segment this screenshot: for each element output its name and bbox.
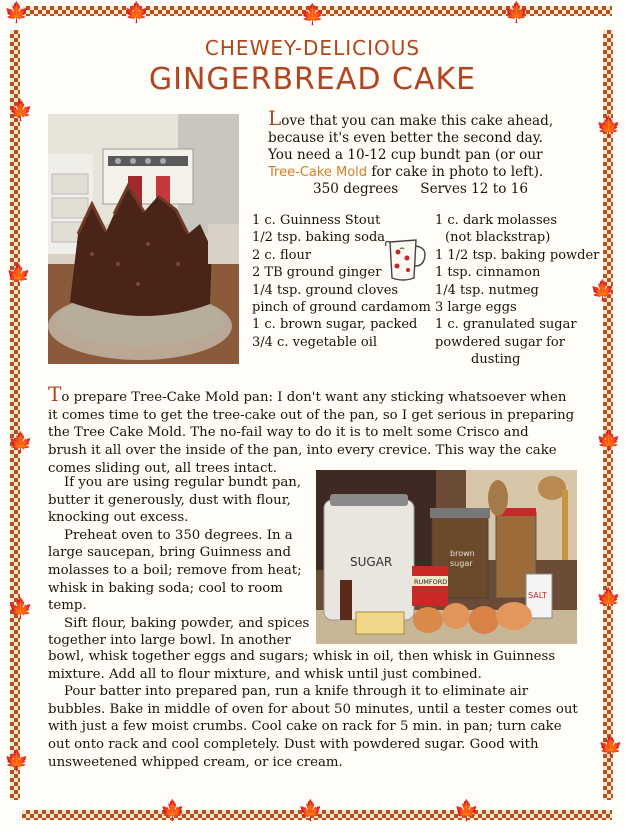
intro-line: ove that you can make this cake ahead,: [281, 113, 554, 129]
ingredient-item: 1/4 tsp. ground cloves: [252, 282, 399, 298]
maple-leaf-icon: 🍁: [590, 278, 615, 302]
sift-paragraph: Sift flour, baking powder, and spices together into large bowl. In another: [48, 615, 310, 649]
svg-text:RUMFORD: RUMFORD: [414, 578, 448, 586]
ingredients-photo: [316, 470, 577, 644]
servings: Serves 12 to 16: [420, 181, 529, 197]
preheat-paragraph: Preheat oven to 350 degrees. In a large saucepan, bring Guinness and molasses to a boil; remove from heat; whisk in baking soda; cool to room temp.: [48, 527, 302, 614]
drop-cap-letter: L: [268, 106, 282, 130]
ingredient-item: pinch of ground cardamom: [252, 300, 431, 316]
ingredient-item: 1 tsp. cinnamon: [435, 265, 541, 281]
direction-line: brush it all over the inside of the pan, into every crevice. This way the cake: [48, 443, 557, 459]
maple-leaf-icon: 🍁: [8, 596, 33, 620]
directions-prep-paragraph: [48, 382, 583, 478]
right-checkered-border: [603, 30, 613, 800]
drop-cap-letter: T: [48, 382, 62, 406]
oven-temperature: 350 degrees: [313, 181, 399, 197]
ingredient-item: dusting: [471, 352, 521, 368]
maple-leaf-icon: 🍁: [124, 0, 149, 24]
ingredient-item: 1 c. brown sugar, packed: [252, 317, 418, 333]
intro-line: You need a 10-12 cup bundt pan (or our: [268, 147, 543, 163]
tree-cake-mold-link[interactable]: Tree-Cake Mold: [268, 165, 368, 180]
recipe-meta: [268, 181, 598, 198]
ingredient-item: powdered sugar for: [435, 334, 565, 350]
direction-line: the Tree Cake Mold. The no-fail way to do it is to melt some Crisco and: [48, 425, 529, 441]
ingredient-item: 1 1/2 tsp. baking powder: [435, 247, 600, 263]
ingredients-right-column: [435, 212, 605, 369]
direction-line: To prepare Tree-Cake Mold pan: I don't want any sticking whatsoever when: [48, 382, 567, 406]
maple-leaf-icon: 🍁: [6, 262, 31, 286]
ingredient-item: 1 c. granulated sugar: [435, 317, 577, 333]
tree-cake-photo: [48, 114, 239, 364]
maple-leaf-icon: 🍁: [4, 748, 29, 772]
intro-line: for cake in photo to left).: [367, 164, 544, 180]
left-checkered-border: [10, 30, 20, 800]
maple-leaf-icon: 🍁: [300, 2, 325, 26]
maple-leaf-icon: 🍁: [160, 798, 185, 822]
maple-leaf-icon: 🍁: [4, 0, 29, 24]
directions-column: [48, 474, 312, 650]
maple-leaf-icon: 🍁: [454, 798, 479, 822]
recipe-title: GINGERBREAD CAKE: [148, 62, 477, 97]
direction-line: it comes time to get the tree-cake out of the pan, so I get serious in preparing: [48, 407, 575, 423]
maple-leaf-icon: 🍁: [8, 430, 33, 454]
ingredient-item: 3 large eggs: [435, 300, 517, 316]
ingredient-item: 1/4 tsp. nutmeg: [435, 282, 539, 298]
intro-line: because it's even better the second day.: [268, 130, 543, 146]
svg-text:SUGAR: SUGAR: [350, 555, 393, 569]
recipe-subtitle: CHEWEY-DELICIOUS: [204, 36, 421, 60]
bundt-pan-paragraph: If you are using regular bundt pan, butter it generously, dust with flour, knocking out excess.: [48, 475, 302, 526]
maple-leaf-icon: 🍁: [596, 428, 621, 452]
maple-leaf-icon: 🍁: [596, 114, 621, 138]
sift-continued-paragraph: bowl, whisk together eggs and sugars; whisk in oil, then whisk in Guinness mixture. Add all to flour mixture, and whisk until just combined.: [48, 649, 556, 682]
intro-paragraph: [268, 106, 598, 198]
ingredient-item: 3/4 c. vegetable oil: [252, 334, 378, 350]
maple-leaf-icon: 🍁: [8, 98, 33, 122]
pour-batter-paragraph: Pour batter into prepared pan, run a knife through it to eliminate air bubbles. Bake in middle of oven for about 50 minutes, until a tester comes out with just a few moist crumbs. Cool cake on rack for 5 min. in pan; turn cake out onto rack and cool completely. Dust with powdered sugar. Good with unsweetened whipped cream, or ice cream.: [48, 684, 578, 770]
maple-leaf-icon: 🍁: [596, 586, 621, 610]
maple-leaf-icon: 🍁: [598, 734, 623, 758]
pitcher-icon: [378, 232, 430, 284]
direction-line: comes sliding out, all trees intact.: [48, 460, 277, 476]
ingredient-item: 2 TB ground ginger: [252, 265, 382, 281]
svg-text:brown: brown: [450, 549, 475, 558]
directions-bottom: [48, 648, 583, 771]
ingredient-item: 2 c. flour: [252, 247, 312, 263]
ingredient-note: (not blackstrap): [445, 230, 551, 246]
ingredient-item: 1 c. Guinness Stout: [252, 213, 381, 228]
ingredient-item: 1/2 tsp. baking soda: [252, 230, 386, 246]
ingredient-item: 1 c. dark molasses: [435, 213, 558, 228]
maple-leaf-icon: 🍁: [504, 0, 529, 24]
svg-text:SALT: SALT: [528, 591, 547, 600]
maple-leaf-icon: 🍁: [298, 798, 323, 822]
svg-text:sugar: sugar: [450, 559, 473, 568]
